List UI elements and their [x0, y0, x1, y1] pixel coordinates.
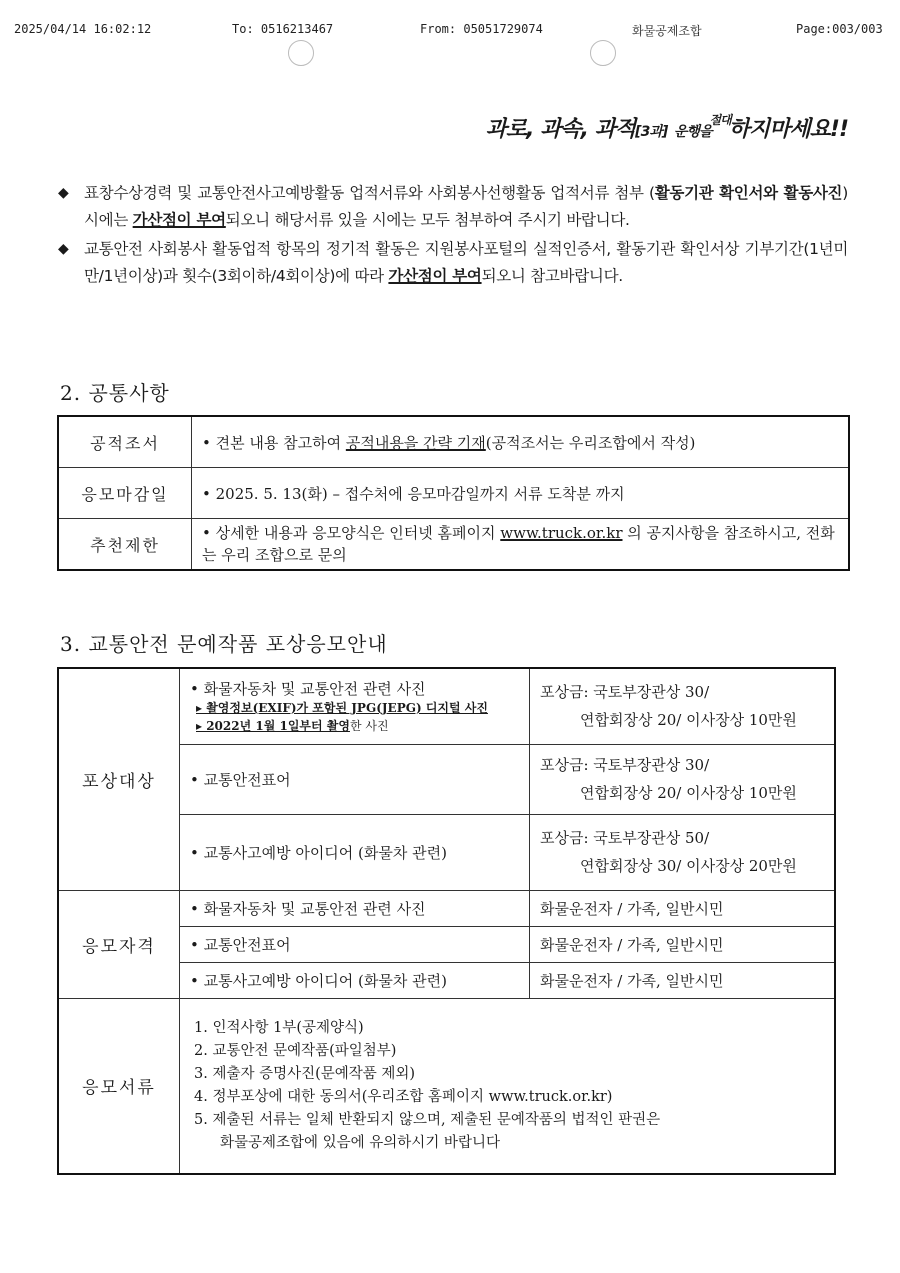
award-prize: 포상금: 국토부장관상 30/ 연합회장상 20/ 이사장상 10만원 [529, 744, 835, 814]
contest-guide-table [57, 667, 836, 1175]
fax-from: From: 05051729074 [420, 22, 543, 36]
row-content: • 상세한 내용과 응모양식은 인터넷 홈페이지 www.truck.or.kr 의 공지사항을 참조하시고, 전화는 우리 조합으로 문의 [192, 519, 850, 571]
note-bold: 활동기관 확인서와 활동사진 [654, 184, 843, 202]
qualification-item: • 교통안전표어 [180, 926, 530, 962]
note-emphasis: 가산점이 부여 [388, 267, 482, 285]
slogan-main: 과로, 과속, 과적 [485, 117, 636, 142]
row-content: • 2025. 5. 13(화) – 접수처에 응모마감일까지 서류 도착분 까지 [192, 468, 850, 519]
note-item: ◆ 표창수상경력 및 교통안전사고예방활동 업적서류와 사회봉사선행활동 업적서류 첨부 (활동기관 확인서와 활동사진)시에는 가산점이 부여되오니 해당서류 있을 시에는 모두 첨부하여 주시기 바랍니다. [58, 180, 848, 234]
table-row [58, 998, 835, 1174]
award-prize: 포상금: 국토부장관상 30/ 연합회장상 20/ 이사장상 10만원 [529, 668, 835, 744]
slogan-emphasis: 절대 [709, 113, 731, 127]
row-content: • 견본 내용 참고하여 공적내용을 간략 기재(공적조서는 우리조합에서 작성) [192, 416, 850, 468]
table-row [58, 416, 849, 468]
row-label: 추천제한 [58, 519, 192, 571]
award-label: 포상대상 [58, 668, 180, 890]
notes-list [58, 180, 848, 292]
fax-to: To: 0516213467 [232, 22, 334, 36]
slogan-mid: 운행을 [673, 124, 712, 140]
safety-slogan [486, 112, 848, 143]
row-label: 응모마감일 [58, 468, 192, 519]
document-item-continued: 화물공제조합에 있음에 유의하시기 바랍니다 [220, 1134, 500, 1151]
document-item: 3. 제출자 증명사진(문예작품 제외) [194, 1065, 416, 1082]
document-item: 4. 정부포상에 대한 동의서(우리조합 홈페이지 www.truck.or.kr) [194, 1088, 613, 1105]
note-emphasis: 가산점이 부여 [132, 211, 226, 229]
qualification-who: 화물운전자 / 가족, 일반시민 [529, 926, 835, 962]
qualification-item: • 교통사고예방 아이디어 (화물차 관련) [180, 962, 530, 998]
fax-sender: 화물공제조합 [632, 24, 702, 38]
punch-hole-left [288, 40, 314, 66]
punch-hole-right [590, 40, 616, 66]
documents-list [180, 998, 836, 1174]
award-item: • 교통안전표어 [180, 744, 530, 814]
award-item: • 화물자동차 및 교통안전 관련 사진 ▸ 촬영정보(EXIF)가 포함된 JPG(JEPG) 디지털 사진 ▸ 2022년 1월 1일부터 촬영한 사진 [180, 668, 530, 744]
fax-timestamp: 2025/04/14 16:02:12 [14, 22, 152, 36]
award-item: • 교통사고예방 아이디어 (화물차 관련) [180, 814, 530, 890]
slogan-bracket: [3과] [635, 124, 668, 140]
table-row [58, 519, 849, 571]
fax-page: Page:003/003 [796, 22, 883, 36]
qualification-who: 화물운전자 / 가족, 일반시민 [529, 890, 835, 926]
qualification-who: 화물운전자 / 가족, 일반시민 [529, 962, 835, 998]
table-row [58, 468, 849, 519]
document-item: 5. 제출된 서류는 일체 반환되지 않으며, 제출된 문예작품의 법적인 판권은 [194, 1111, 661, 1128]
diamond-bullet-icon: ◆ [58, 241, 69, 257]
row-label: 공적조서 [58, 416, 192, 468]
diamond-bullet-icon: ◆ [58, 185, 69, 201]
website-link[interactable]: www.truck.or.kr [500, 524, 623, 542]
table-row [58, 668, 835, 744]
document-item: 1. 인적사항 1부(공제양식) [194, 1019, 364, 1036]
award-sub-note: ▸ 촬영정보(EXIF)가 포함된 JPG(JEPG) 디지털 사진 [196, 700, 488, 715]
note-item: ◆ 교통안전 사회봉사 활동업적 항목의 정기적 활동은 지원봉사포털의 실적인증서, 활동기관 확인서상 기부기간(1년미만/1년이상)과 횟수(3회이하/4회이상)에 따라 가산점이 부여되오니 참고바랍니다. [58, 236, 848, 290]
qualification-label: 응모자격 [58, 890, 180, 998]
section-3-title: 3. 교통안전 문예작품 포상응모안내 [60, 632, 388, 656]
slogan-end: 하지마세요!! [728, 117, 848, 142]
section-2-title: 2. 공통사항 [60, 381, 170, 405]
common-terms-table [57, 415, 850, 571]
documents-label: 응모서류 [58, 998, 180, 1174]
document-item: 2. 교통안전 문예작품(파일첨부) [194, 1042, 397, 1059]
table-row [58, 890, 835, 926]
award-prize: 포상금: 국토부장관상 50/ 연합회장상 30/ 이사장상 20만원 [529, 814, 835, 890]
award-sub-note: ▸ 2022년 1월 1일부터 촬영한 사진 [196, 718, 389, 733]
qualification-item: • 화물자동차 및 교통안전 관련 사진 [180, 890, 530, 926]
